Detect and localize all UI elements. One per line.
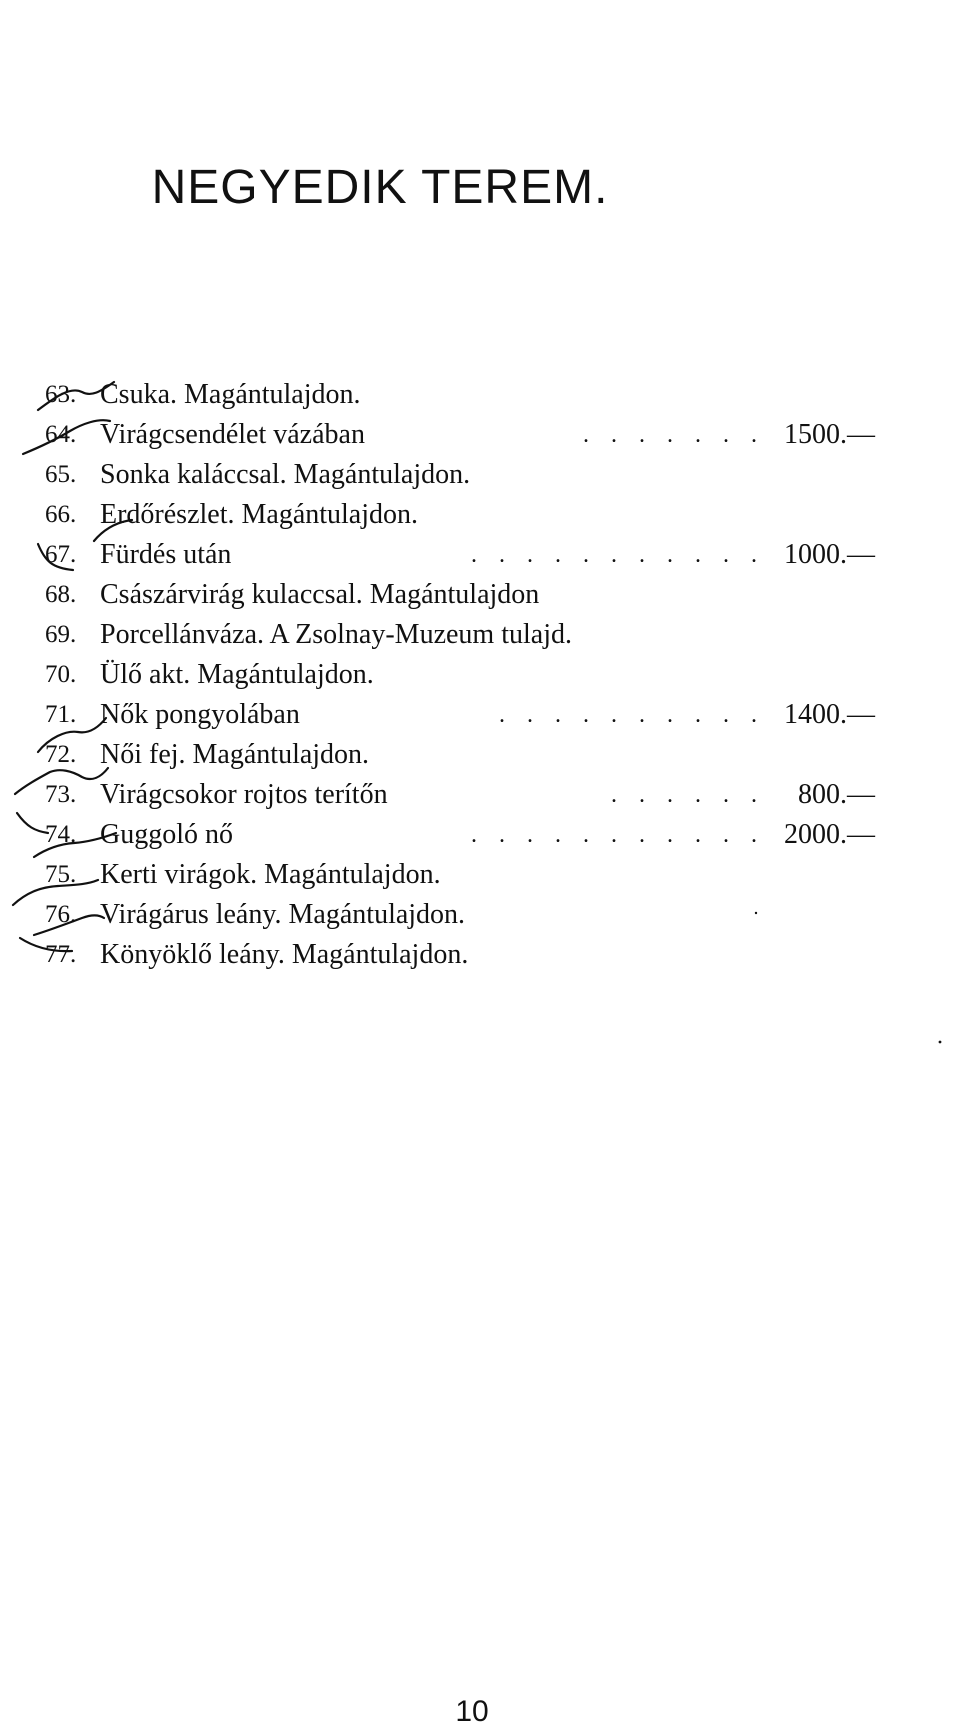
leader-dots: . . . . . . . — [583, 422, 765, 448]
entry-title: Császárvirág kulaccsal. Magántulajdon — [100, 579, 540, 610]
page-number: 10 — [455, 1695, 489, 1728]
catalog-entries — [45, 375, 875, 1035]
entry-number: 67. — [45, 541, 77, 568]
leader-dots: . . . . . . . . . . . — [471, 542, 765, 568]
catalog-entry — [45, 855, 875, 899]
leader-dots: . . . . . . . . . . . — [471, 822, 765, 848]
entry-price: 1500.— — [784, 419, 875, 450]
catalog-entry — [45, 895, 875, 939]
ink-speck — [939, 1041, 942, 1044]
entry-title: Sonka kaláccsal. Magántulajdon. — [100, 459, 471, 490]
catalog-entry — [45, 415, 875, 459]
leader-dots: . . . . . . — [611, 782, 765, 808]
entry-number: 74. — [45, 821, 77, 848]
entry-number: 69. — [45, 621, 77, 648]
catalog-entry — [45, 575, 875, 619]
catalog-entry — [45, 775, 875, 819]
catalog-entry — [45, 935, 875, 979]
catalog-entry — [45, 455, 875, 499]
leader-dots: . . . . . . . . . . — [499, 702, 765, 728]
entry-title: Porcellánváza. A Zsolnay-Muzeum tulajd. — [100, 619, 572, 650]
entry-title: Fürdés után — [100, 539, 232, 570]
entry-number: 68. — [45, 581, 77, 608]
check-mark — [17, 813, 48, 833]
entry-price: 1400.— — [784, 699, 875, 730]
catalog-entry — [45, 375, 875, 419]
entry-title: Kerti virágok. Magántulajdon. — [100, 859, 441, 890]
entry-title: Erdőrészlet. Magántulajdon. — [100, 499, 419, 530]
catalog-entry — [45, 655, 875, 699]
entry-number: 70. — [45, 661, 77, 688]
entry-title: Virágárus leány. Magántulajdon. — [100, 899, 466, 930]
entry-title: Virágcsendélet vázában — [100, 419, 365, 450]
entry-number: 76. — [45, 901, 77, 928]
catalog-entry — [45, 815, 875, 859]
entry-number: 73. — [45, 781, 77, 808]
entry-number: 75. — [45, 861, 77, 888]
entry-price: 1000.— — [784, 539, 875, 570]
catalog-entry — [45, 615, 875, 659]
entry-number: 63. — [45, 381, 77, 408]
catalog-entry — [45, 695, 875, 739]
entry-number: 65. — [45, 461, 77, 488]
entry-number: 72. — [45, 741, 77, 768]
entry-title: Virágcsokor rojtos terítőn — [100, 779, 388, 810]
entry-title: Ülő akt. Magántulajdon. — [100, 659, 374, 690]
page-title: NEGYEDIK TEREM. — [151, 161, 609, 214]
entry-price: 2000.— — [784, 819, 875, 850]
entry-number: 66. — [45, 501, 77, 528]
entry-title: Női fej. Magántulajdon. — [100, 739, 370, 770]
entry-title: Guggoló nő — [100, 819, 233, 850]
entry-title: Csuka. Magántulajdon. — [100, 379, 361, 410]
entry-number: 71. — [45, 701, 77, 728]
entry-title: Nők pongyolában — [100, 699, 300, 730]
entry-title: Könyöklő leány. Magántulajdon. — [100, 939, 469, 970]
entry-number: 77. — [45, 941, 77, 968]
entry-price: 800.— — [798, 779, 875, 810]
catalog-entry — [45, 495, 875, 539]
entry-number: 64. — [45, 421, 77, 448]
catalog-entry — [45, 735, 875, 779]
catalog-entry — [45, 535, 875, 579]
